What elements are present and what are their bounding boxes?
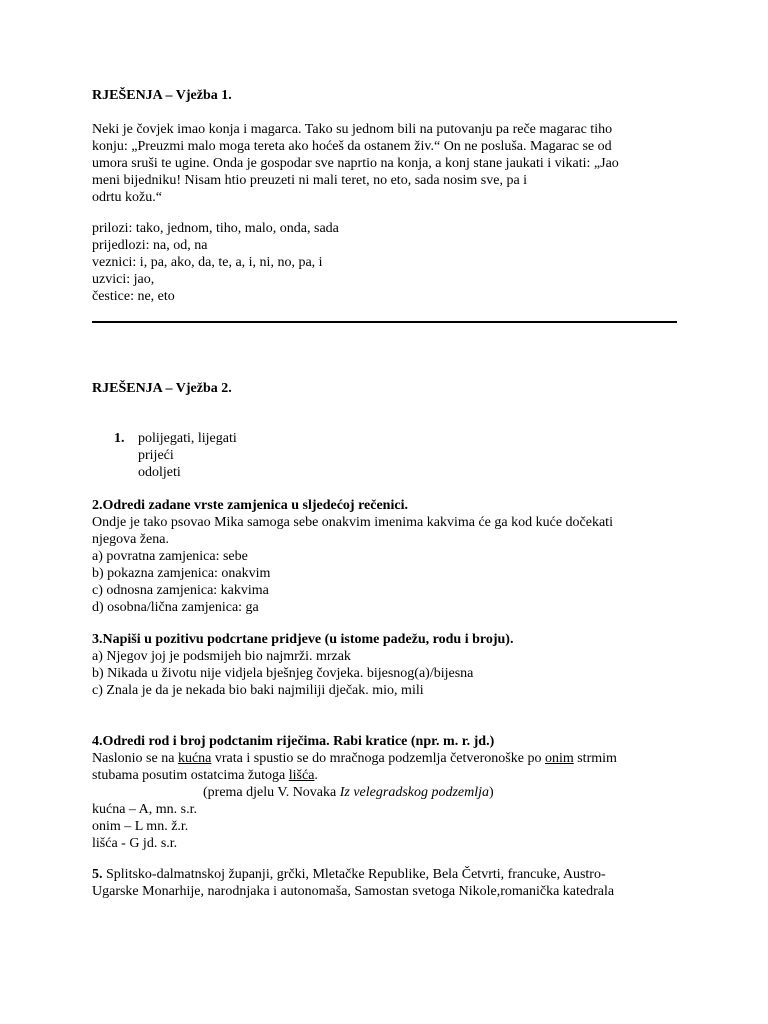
exercise1-text	[92, 121, 692, 206]
underlined-word: lišća	[288, 768, 315, 783]
text-segment: Naslonio se na	[92, 751, 178, 766]
text-segment: strmim	[573, 751, 617, 766]
text-segment: stubama posutim ostatcima žutoga	[92, 768, 289, 783]
exercise1-answers	[92, 220, 692, 305]
sentence-line: njegova žena.	[92, 532, 169, 547]
answer-line: a) povratna zamjenica: sebe	[92, 549, 248, 564]
answer-line: uzvici: jao,	[92, 272, 155, 287]
sentence-line: Ondje je tako psovao Mika samoga sebe onakvim imenima kakvima će ga kod kuće dočekati	[92, 515, 613, 530]
text-segment: )	[489, 785, 494, 800]
text-line: konju: „Preuzmi malo moga tereta ako hoćeš da ostanem živ.“ On ne posluša. Magarac se od	[92, 139, 612, 154]
answer-line: polijegati, lijegati	[138, 431, 237, 446]
question3	[92, 631, 692, 699]
answer-line: c) Znala je da je nekada bio baki najmiliji dječak. mio, mili	[92, 683, 424, 698]
text-segment: (prema djelu V. Novaka	[203, 785, 340, 800]
question1-answers	[138, 430, 237, 481]
question4	[92, 733, 692, 852]
answer-line: kućna – A, mn. s.r.	[92, 802, 197, 817]
source-citation	[92, 784, 692, 801]
question2-heading: 2.Odredi zadane vrste zamjenica u sljedećoj rečenici.	[92, 498, 408, 513]
question4-heading: 4.Odredi rod i broj podctanim riječima. Rabi kratice (npr. m. r. jd.)	[92, 734, 495, 749]
text-segment: vrata i spustio se do mračnoga podzemlja četveronoške po	[211, 751, 545, 766]
exercise2-title: RJEŠENJA – Vježba 2.	[92, 381, 232, 396]
answer-line: lišća - G jd. s.r.	[92, 836, 178, 851]
answer-line: odoljeti	[138, 465, 181, 480]
question4-text-line	[92, 767, 692, 784]
text-line: odrtu kožu.“	[92, 190, 162, 205]
answer-line: d) osobna/lična zamjenica: ga	[92, 600, 259, 615]
question2	[92, 497, 692, 616]
question1-number: 1.	[114, 431, 125, 446]
answer-line: prijedlozi: na, od, na	[92, 238, 208, 253]
question5-line: Ugarske Monarhije, narodnjaka i autonomaša, Samostan svetoga Nikole,romanička katedrala	[92, 884, 615, 899]
answer-line: c) odnosna zamjenica: kakvima	[92, 583, 269, 598]
question5	[92, 866, 692, 900]
answer-line: b) pokazna zamjenica: onakvim	[92, 566, 271, 581]
section-divider	[92, 321, 677, 323]
answer-line: prilozi: tako, jednom, tiho, malo, onda, sada	[92, 221, 339, 236]
question3-heading: 3.Napiši u pozitivu podcrtane pridjeve (u istome padežu, rodu i broju).	[92, 632, 514, 647]
exercise1-title: RJEŠENJA – Vježba 1.	[92, 88, 232, 103]
text-line: Neki je čovjek imao konja i magarca. Tako su jednom bili na putovanju pa reče magarac tiho	[92, 122, 613, 137]
answer-line: veznici: i, pa, ako, da, te, a, i, ni, no, pa, i	[92, 255, 323, 270]
underlined-word: kućna	[177, 751, 212, 766]
question5-line	[92, 866, 692, 883]
answer-line: čestice: ne, eto	[92, 289, 175, 304]
question5-number: 5.	[92, 867, 103, 882]
answer-line: a) Njegov joj je podsmijeh bio najmrži. mrzak	[92, 649, 351, 664]
text-segment: .	[314, 768, 318, 783]
answer-line: b) Nikada u životu nije vidjela bješnjeg čovjeka. bijesnog(a)/bijesna	[92, 666, 474, 681]
underlined-word: onim	[544, 751, 574, 766]
text-line: umora sruši te ugine. Onda je gospodar sve naprtio na konja, a konj stane jaukati i vikati: „Jao	[92, 156, 619, 171]
question4-text-line	[92, 750, 692, 767]
work-title: Iz velegradskog podzemlja	[339, 785, 490, 800]
answer-line: onim – L mn. ž.r.	[92, 819, 189, 834]
answer-line: prijeći	[138, 448, 174, 463]
text-line: meni bijedniku! Nisam htio preuzeti ni mali teret, no eto, sada nosim sve, pa i	[92, 173, 528, 188]
text-segment: Splitsko-dalmatnskoj županji, grčki, Mletačke Republike, Bela Četvrti, francuke, Austro-	[102, 867, 606, 882]
